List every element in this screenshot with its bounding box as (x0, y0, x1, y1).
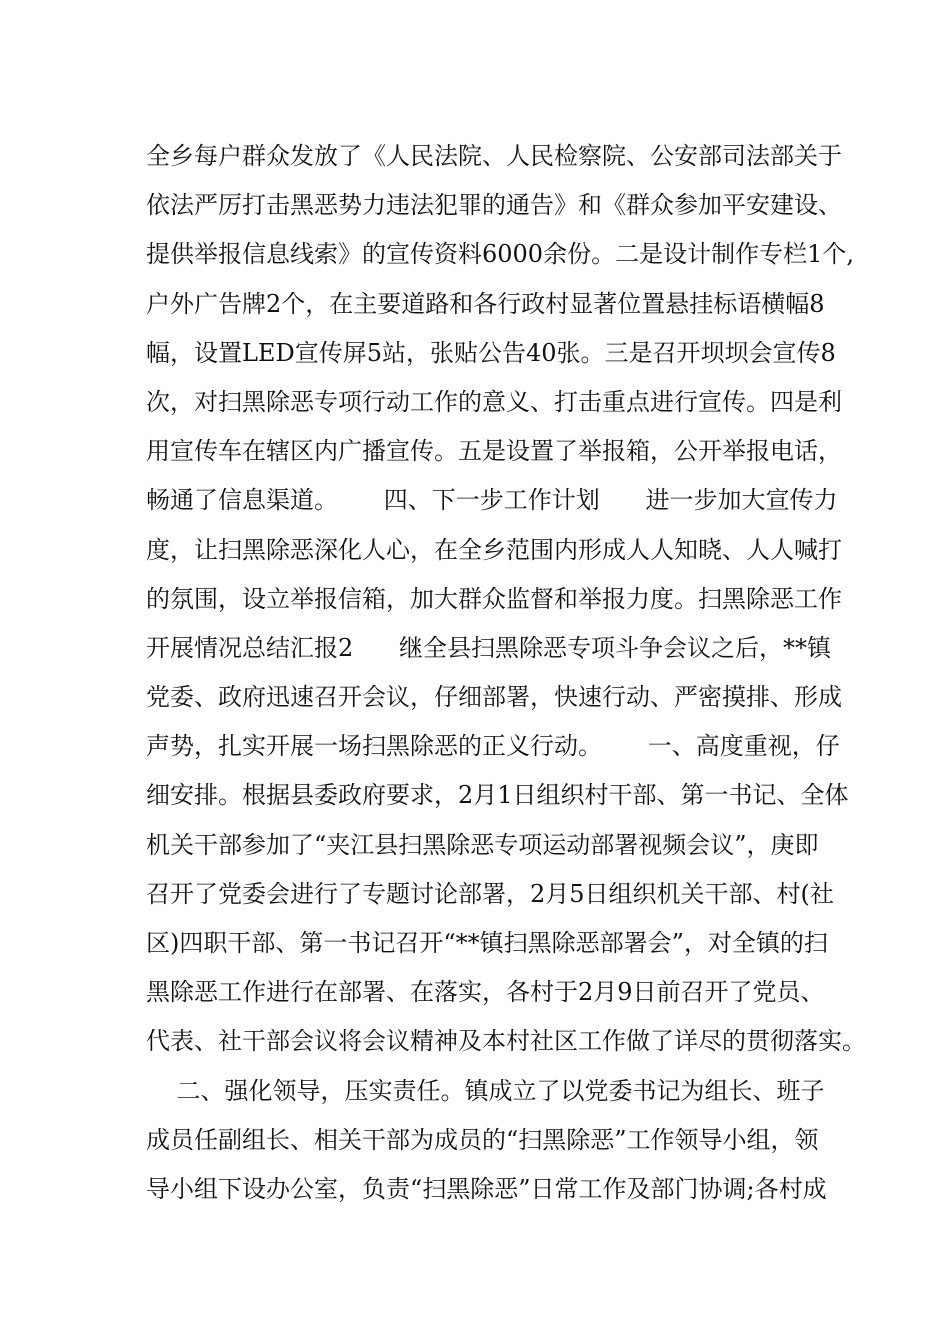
text-line: 声势，扎实开展一场扫黑除恶的正义行动。 一、高度重视，仔 (146, 732, 840, 761)
text-line: 全乡每户群众发放了《人民法院、人民检察院、公安部司法部关于 (146, 142, 842, 170)
text-line: 的氛围，设立举报信箱，加大群众监督和举报力度。扫黑除恶工作 (146, 584, 842, 613)
text-line: 户外广告牌2个，在主要道路和各行政村显著位置悬挂标语横幅8 (146, 289, 825, 318)
text-line: 提供举报信息线索》的宣传资料6000余份。二是设计制作专栏1个, (146, 240, 854, 269)
text-line: 幅，设置LED宣传屏5站，张贴公告40张。三是召开坝坝会宣传8 (146, 338, 836, 367)
text-line: 次，对扫黑除恶专项行动工作的意义、打击重点进行宣传。四是利 (146, 387, 842, 416)
text-line: 导小组下设办公室，负责“扫黑除恶”日常工作及部门协调;各村成 (146, 1174, 827, 1203)
text-line: 代表、社干部会议将会议精神及本村社区工作做了详尽的贯彻落实。 (146, 1027, 866, 1056)
body-text (146, 132, 866, 1214)
text-line: 黑除恶工作进行在部署、在落实，各村于2月9日前召开了党员、 (146, 978, 825, 1007)
text-line: 细安排。根据县委政府要求，2月1日组织村干部、第一书记、全体 (146, 781, 849, 810)
text-line: 二、强化领导，压实责任。镇成立了以党委书记为组长、班子 (146, 1076, 825, 1105)
text-line: 召开了党委会进行了专题讨论部署，2月5日组织机关干部、村(社 (146, 879, 834, 908)
text-line: 开展情况总结汇报2 继全县扫黑除恶专项斗争会议之后，**镇 (146, 633, 832, 662)
text-line: 党委、政府迅速召开会议，仔细部署，快速行动、严密摸排、形成 (146, 683, 842, 712)
text-line: 畅通了信息渠道。 四、下一步工作计划 进一步加大宣传力 (146, 486, 838, 515)
text-line: 区)四职干部、第一书记召开“**镇扫黑除恶部署会”，对全镇的扫 (146, 929, 828, 957)
text-line: 成员任副组长、相关干部为成员的“扫黑除恶”工作领导小组，领 (146, 1125, 819, 1154)
text-line: 机关干部参加了“夹江县扫黑除恶专项运动部署视频会议”，庚即 (146, 830, 819, 859)
text-line: 依法严厉打击黑恶势力违法犯罪的通告》和《群众参加平安建设、 (146, 191, 842, 220)
text-line: 用宣传车在辖区内广播宣传。五是设置了举报箱，公开举报电话， (146, 437, 842, 466)
text-line: 度，让扫黑除恶深化人心，在全乡范围内形成人人知晓、人人喊打 (146, 535, 842, 564)
